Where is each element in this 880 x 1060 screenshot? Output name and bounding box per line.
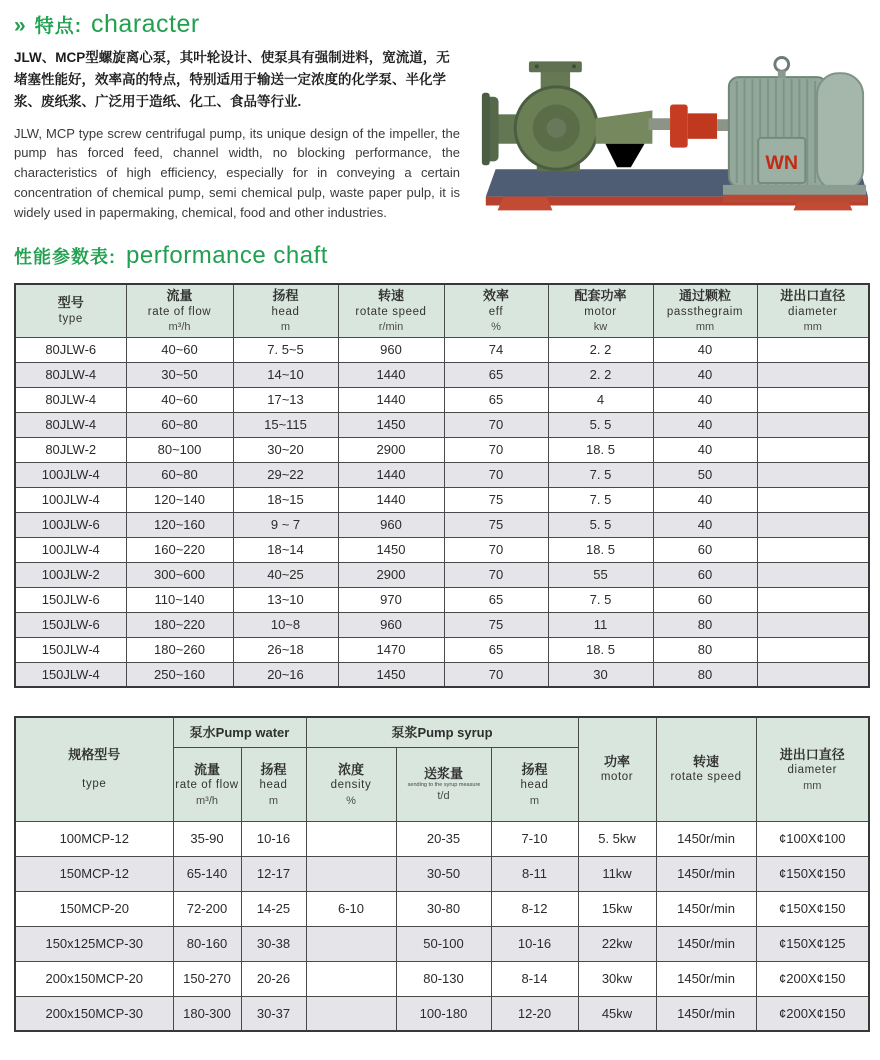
table-cell: 35-90 [173, 821, 241, 856]
table-cell: 150JLW-4 [15, 662, 126, 687]
sub-header-density: 浓度 density % [306, 747, 396, 821]
table-cell: 180~220 [126, 612, 233, 637]
table-cell: 40 [653, 387, 757, 412]
table-cell [306, 821, 396, 856]
table-cell [757, 562, 869, 587]
table-cell: 18~15 [233, 487, 338, 512]
table-cell [306, 961, 396, 996]
table-cell: 12-20 [491, 996, 578, 1031]
table-cell [757, 387, 869, 412]
table-cell: 150JLW-6 [15, 587, 126, 612]
pump-illustration [476, 49, 868, 213]
table-cell: 120~160 [126, 512, 233, 537]
table-cell: 250~160 [126, 662, 233, 687]
table-cell: 18~14 [233, 537, 338, 562]
table-cell: 70 [444, 412, 548, 437]
table-cell: 30-37 [241, 996, 306, 1031]
table-cell: 17~13 [233, 387, 338, 412]
table-cell: 50 [653, 462, 757, 487]
col-header-diameter: 进出口直径 diameter mm [757, 284, 869, 337]
sub-header-head-water: 扬程 head m [241, 747, 306, 821]
table-cell: 30 [548, 662, 653, 687]
table-cell: 65 [444, 637, 548, 662]
col-header-rotate-speed: 转速 rotate speed [656, 717, 756, 821]
table-cell: 2900 [338, 437, 444, 462]
table-cell: 7. 5 [548, 487, 653, 512]
intro-section [14, 47, 868, 222]
table-cell [757, 587, 869, 612]
table-cell: 75 [444, 612, 548, 637]
table-cell: 10~8 [233, 612, 338, 637]
table-cell: 7. 5 [548, 587, 653, 612]
table-cell: 40 [653, 437, 757, 462]
table-cell: 40 [653, 362, 757, 387]
table-cell: 1450r/min [656, 996, 756, 1031]
table-cell: 26~18 [233, 637, 338, 662]
table-row [15, 926, 869, 961]
table-cell: 9 ~ 7 [233, 512, 338, 537]
table-cell: 80JLW-4 [15, 412, 126, 437]
table-row [15, 337, 869, 362]
table-cell: 1440 [338, 387, 444, 412]
table-cell: 5. 5 [548, 512, 653, 537]
table-cell: ¢150X¢125 [756, 926, 869, 961]
table-cell [757, 487, 869, 512]
sub-header-syrup-flow: 送浆量 sending to the syrup measure t/d [396, 747, 491, 821]
table-cell: 30~20 [233, 437, 338, 462]
table-cell [757, 512, 869, 537]
table-cell: 1450 [338, 412, 444, 437]
table-cell: 55 [548, 562, 653, 587]
table-cell: 200x150MCP-20 [15, 961, 173, 996]
table-cell: 11 [548, 612, 653, 637]
table-cell: 150x125MCP-30 [15, 926, 173, 961]
table-cell: 80 [653, 637, 757, 662]
table-cell: 18. 5 [548, 437, 653, 462]
table-cell: 180-300 [173, 996, 241, 1031]
table-cell: 1440 [338, 487, 444, 512]
table-cell: 960 [338, 512, 444, 537]
table-cell: 70 [444, 662, 548, 687]
table-cell: 80~100 [126, 437, 233, 462]
table-cell: 100JLW-2 [15, 562, 126, 587]
table-cell: 120~140 [126, 487, 233, 512]
col-header-head: 扬程 head m [233, 284, 338, 337]
table-cell [757, 362, 869, 387]
table-cell: 5. 5 [548, 412, 653, 437]
intro-paragraph-en: JLW, MCP type screw centrifugal pump, its unique design of the impeller, the pump has forced feed, channel width, no blocking performance, the characteristics of high efficiency, especially for in conveying a certain concentration of chemical pump, semi chemical pulp, waste paper pulp, it is widely used in papermaking, chemical, food and other industries. [14, 125, 460, 220]
table-cell: 160~220 [126, 537, 233, 562]
table-cell: 80-130 [396, 961, 491, 996]
table-cell: ¢100X¢100 [756, 821, 869, 856]
table-cell: 960 [338, 337, 444, 362]
table-cell: ¢200X¢150 [756, 961, 869, 996]
table-cell: 40 [653, 337, 757, 362]
table-row [15, 961, 869, 996]
table-cell: 1440 [338, 462, 444, 487]
table-cell: 100MCP-12 [15, 821, 173, 856]
jlw-performance-table [14, 283, 870, 688]
table-cell: 15kw [578, 891, 656, 926]
table-cell: 960 [338, 612, 444, 637]
table-cell: 1440 [338, 362, 444, 387]
table-header-row [15, 284, 869, 337]
table-cell: 2. 2 [548, 337, 653, 362]
table-cell: 2. 2 [548, 362, 653, 387]
table-cell: 7. 5~5 [233, 337, 338, 362]
col-header-flow: 流量 rate of flow m³/h [126, 284, 233, 337]
table-cell: 1470 [338, 637, 444, 662]
table-cell: 1450r/min [656, 821, 756, 856]
table-cell: 150MCP-12 [15, 856, 173, 891]
table-cell: 10-16 [491, 926, 578, 961]
table-row [15, 637, 869, 662]
table-cell: 300~600 [126, 562, 233, 587]
table-cell: 72-200 [173, 891, 241, 926]
table-row [15, 587, 869, 612]
table-cell: 60~80 [126, 412, 233, 437]
col-header-eff: 效率 eff % [444, 284, 548, 337]
table-cell: 1450r/min [656, 926, 756, 961]
table-cell: 65-140 [173, 856, 241, 891]
table-cell: 30-38 [241, 926, 306, 961]
table-cell: ¢200X¢150 [756, 996, 869, 1031]
table-cell [306, 996, 396, 1031]
table-cell: 13~10 [233, 587, 338, 612]
table-cell: 100JLW-4 [15, 487, 126, 512]
table-cell: 60 [653, 587, 757, 612]
table-cell: 70 [444, 437, 548, 462]
intro-paragraph-zh: JLW、MCP型螺旋离心泵，其叶轮设计、使泵具有强制进料，宽流道，无堵塞性能好，效率高的特点，特别适用于输送一定浓度的化学泵、半化学浆、废纸浆、广泛用于造纸、化工、食品等行业. [14, 50, 450, 109]
table-row [15, 437, 869, 462]
table-cell: 110~140 [126, 587, 233, 612]
table-cell: 80JLW-6 [15, 337, 126, 362]
table-cell: 1450r/min [656, 891, 756, 926]
table-cell: 30~50 [126, 362, 233, 387]
table-cell: 70 [444, 462, 548, 487]
table-cell: 30-50 [396, 856, 491, 891]
table-cell: 70 [444, 537, 548, 562]
intro-text [14, 47, 460, 222]
col-header-spec-type: 规格型号 type [15, 717, 173, 821]
table-cell: 970 [338, 587, 444, 612]
table-cell: 40~60 [126, 337, 233, 362]
table-cell [757, 412, 869, 437]
performance-heading-en: performance chaft [126, 242, 328, 270]
table-cell: 30-80 [396, 891, 491, 926]
table-cell: 8-14 [491, 961, 578, 996]
table-cell: 20~16 [233, 662, 338, 687]
table-cell: 1450 [338, 662, 444, 687]
table-cell: 10-16 [241, 821, 306, 856]
table-cell: 1450 [338, 537, 444, 562]
table-cell: 100JLW-4 [15, 537, 126, 562]
table-cell: 80JLW-2 [15, 437, 126, 462]
table-cell: 1450r/min [656, 961, 756, 996]
table-row [15, 891, 869, 926]
table-cell: 100-180 [396, 996, 491, 1031]
table-cell: 30kw [578, 961, 656, 996]
table-cell: 74 [444, 337, 548, 362]
table-row [15, 996, 869, 1031]
table-cell [757, 337, 869, 362]
table-row [15, 412, 869, 437]
table-cell: 75 [444, 487, 548, 512]
mcp-table-body [15, 821, 869, 1031]
table-cell: 18. 5 [548, 637, 653, 662]
table-cell: 100JLW-6 [15, 512, 126, 537]
character-heading-en: character [91, 10, 200, 38]
table-cell: 200x150MCP-30 [15, 996, 173, 1031]
table-cell: 2900 [338, 562, 444, 587]
table-cell: 65 [444, 587, 548, 612]
table-row [15, 487, 869, 512]
table-row [15, 462, 869, 487]
table-row [15, 512, 869, 537]
table-cell: 60 [653, 562, 757, 587]
table-cell: 29~22 [233, 462, 338, 487]
table-cell [306, 856, 396, 891]
table-cell [757, 612, 869, 637]
table-cell: 14~10 [233, 362, 338, 387]
col-header-grain: 通过颗粒 passthegraim mm [653, 284, 757, 337]
table-cell [757, 637, 869, 662]
table-row [15, 612, 869, 637]
group-header-pump-syrup: 泵浆Pump syrup [306, 717, 578, 747]
table-cell [757, 462, 869, 487]
table-cell [757, 437, 869, 462]
table-cell: 50-100 [396, 926, 491, 961]
table-cell: 150MCP-20 [15, 891, 173, 926]
table-cell: 150JLW-4 [15, 637, 126, 662]
mcp-performance-table [14, 716, 870, 1032]
table-row [15, 856, 869, 891]
col-header-inout-diameter: 进出口直径 diameter mm [756, 717, 869, 821]
col-header-motor: 配套功率 motor kw [548, 284, 653, 337]
table-cell: 180~260 [126, 637, 233, 662]
col-header-motor-power: 功率 motor [578, 717, 656, 821]
table-cell: 70 [444, 562, 548, 587]
character-heading-zh: 特点: [34, 16, 83, 37]
performance-heading [14, 242, 868, 270]
table-cell: 12-17 [241, 856, 306, 891]
table-cell: ¢150X¢150 [756, 856, 869, 891]
table-cell: 8-11 [491, 856, 578, 891]
table-cell: 40~25 [233, 562, 338, 587]
table-header-group-row [15, 717, 869, 747]
table-cell: 40 [653, 412, 757, 437]
table-cell: 100JLW-4 [15, 462, 126, 487]
table-cell: 40 [653, 512, 757, 537]
table-row [15, 362, 869, 387]
table-cell: 65 [444, 387, 548, 412]
table-cell: 80JLW-4 [15, 387, 126, 412]
table-cell: 11kw [578, 856, 656, 891]
pump-motor-photo [476, 49, 868, 213]
table-cell: 18. 5 [548, 537, 653, 562]
group-header-pump-water: 泵水Pump water [173, 717, 306, 747]
table-cell: ¢150X¢150 [756, 891, 869, 926]
table-cell: 40~60 [126, 387, 233, 412]
table-cell: 7-10 [491, 821, 578, 856]
table-cell: 20-26 [241, 961, 306, 996]
jlw-table-body [15, 337, 869, 687]
table-row [15, 537, 869, 562]
table-row [15, 821, 869, 856]
table-row [15, 662, 869, 687]
table-row [15, 387, 869, 412]
motor-brand-label: WN [765, 152, 799, 175]
table-cell: 75 [444, 512, 548, 537]
table-cell: 60~80 [126, 462, 233, 487]
table-cell: 7. 5 [548, 462, 653, 487]
table-cell: 20-35 [396, 821, 491, 856]
table-cell: 80 [653, 662, 757, 687]
table-cell: 15~115 [233, 412, 338, 437]
chevron-marker-icon: » [14, 14, 26, 37]
character-heading [14, 10, 868, 39]
table-cell: 65 [444, 362, 548, 387]
table-cell: 40 [653, 487, 757, 512]
table-cell: 150-270 [173, 961, 241, 996]
performance-heading-zh: 性能参数表: [14, 247, 116, 268]
sub-header-head-syrup: 扬程 head m [491, 747, 578, 821]
table-cell: 5. 5kw [578, 821, 656, 856]
table-cell: 14-25 [241, 891, 306, 926]
table-cell: 45kw [578, 996, 656, 1031]
table-cell: 6-10 [306, 891, 396, 926]
table-cell [757, 662, 869, 687]
table-cell: 4 [548, 387, 653, 412]
table-cell [757, 537, 869, 562]
table-cell: 1450r/min [656, 856, 756, 891]
table-cell: 80-160 [173, 926, 241, 961]
table-row [15, 562, 869, 587]
table-cell: 22kw [578, 926, 656, 961]
table-cell: 80 [653, 612, 757, 637]
table-cell: 8-12 [491, 891, 578, 926]
col-header-speed: 转速 rotate speed r/min [338, 284, 444, 337]
table-cell [306, 926, 396, 961]
table-cell: 80JLW-4 [15, 362, 126, 387]
col-header-type: 型号 type [15, 284, 126, 337]
sub-header-flow: 流量 rate of flow m³/h [173, 747, 241, 821]
table-cell: 150JLW-6 [15, 612, 126, 637]
table-cell: 60 [653, 537, 757, 562]
